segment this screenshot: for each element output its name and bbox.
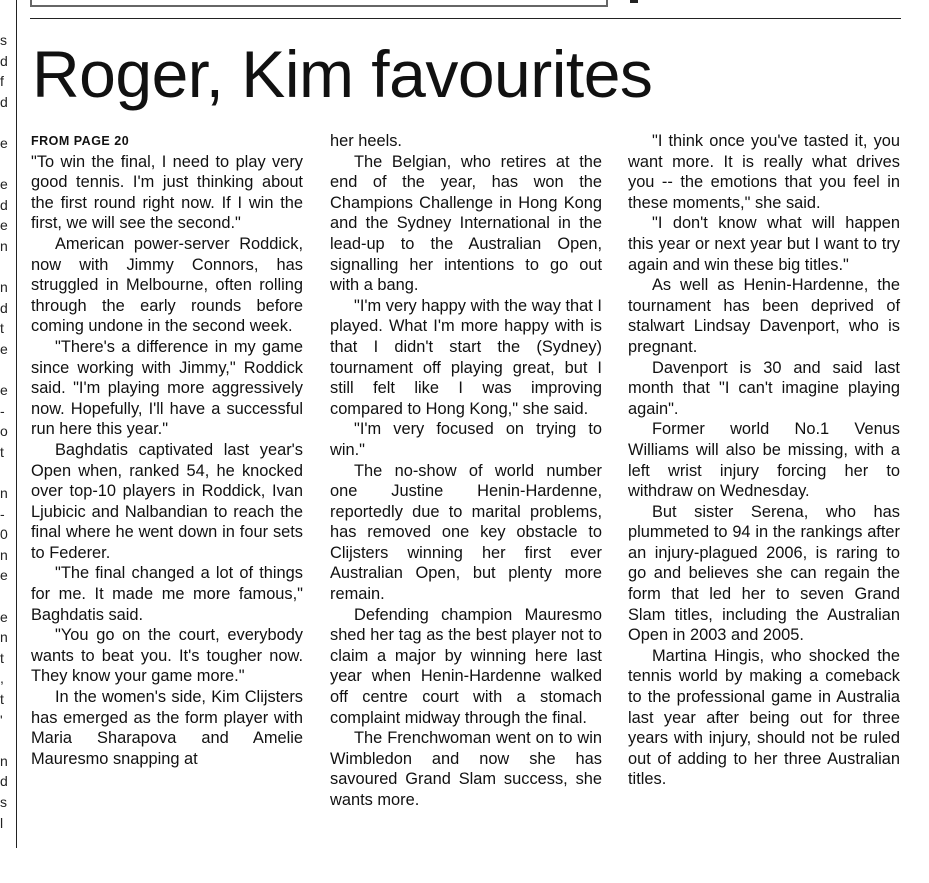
edge-letter: f [0,73,4,90]
edge-letter: t [0,691,4,707]
column-1-body [31,152,303,770]
article-paragraph: "I'm very focused on trying to win." [330,420,602,459]
edge-letter: d [0,196,8,213]
article-paragraph: Baghdatis captivated last year's Open when, ranked 54, he knocked over top-10 players in Roddick, Ivan Ljubicic and Nalbandian to reach the final where he went down in four sets to Federer. [31,440,303,562]
edge-letter: d [0,773,8,790]
article-paragraph: her heels. [330,132,402,150]
edge-letter: e [0,176,8,193]
article-column-2 [330,131,602,811]
article-paragraph: "I think once you've tasted it, you want more. It is really what drives you -- the emotions that you feel in these moments," she said. [628,132,900,212]
article-paragraph: Defending champion Mauresmo shed her tag as the best player not to claim a major by winning here last year when Henin-Hardenne walked off centre court with a stomach complaint midway through the final. [330,605,602,727]
top-dash-mark [630,0,638,3]
article-paragraph: In the women's side, Kim Clijsters has emerged as the form player with Maria Sharapova and Amelie Mauresmo snapping at [31,688,303,768]
article-paragraph: "The final changed a lot of things for me. It made me more famous," Baghdatis said. [31,564,303,624]
article-paragraph: Former world No.1 Venus Williams will also be missing, with a left wrist injury forcing her to withdraw on Wednesday. [628,420,900,501]
article-paragraph: "I don't know what will happen this year or next year but I want to try again and win these big titles." [628,214,900,274]
edge-letter: n [0,546,8,563]
column-3-body [628,131,900,790]
article-paragraph: "There's a difference in my game since working with Jimmy," Roddick said. "I'm playing more aggressively now. Hopefully, I'll have a successful run here this year." [31,337,303,439]
edge-letter: e [0,567,8,584]
edge-letter: t [0,443,4,460]
edge-letter [0,360,14,381]
edge-letter: d [0,299,8,316]
edge-letter: s [0,793,7,810]
article-headline: Roger, Kim favourites [32,37,653,111]
article-column-1 [31,131,303,769]
edge-letter: - [0,402,5,419]
adjacent-article-edge [0,30,14,833]
edge-letter: - [0,505,5,522]
edge-letter: e [0,134,8,151]
edge-letter: e [0,340,8,357]
article-paragraph: Martina Hingis, who shocked the tennis world by making a comeback to the professional game in Australia last year after being out for three years with injury, should not be ruled out of adding to her three Australian titles. [628,646,900,789]
edge-letter [0,257,14,278]
edge-letter: e [0,382,8,399]
top-box-frame [30,0,608,7]
edge-letter [0,730,14,751]
article-paragraph: The Belgian, who retires at the end of the year, has won the Champions Challenge in Hong Kong and the Sydney International in the lead-up to the Australian Open, signalling her intentions to go out with a bang. [330,152,602,295]
edge-letter [0,462,14,483]
edge-letter [0,154,14,175]
edge-letter: d [0,93,8,110]
article-paragraph: "To win the final, I need to play very good tennis. I'm just thinking about the first round right now. If I win the first, we will see the second." [31,152,303,233]
edge-letter: n [0,752,8,769]
edge-letter: l [0,814,4,831]
kicker-from-page: FROM PAGE 20 [31,134,130,148]
edge-letter: d [0,52,8,69]
edge-letter: , [0,670,4,687]
edge-letter: t [0,320,4,337]
article-paragraph: American power-server Roddick, now with Jimmy Connors, has struggled in Melbourne, often rolling through the early rounds before coming undone in the second week. [31,234,303,336]
edge-letter: e [0,608,8,625]
article-paragraph: Davenport is 30 and said last month that "I can't imagine playing again". [628,358,900,418]
article-paragraph: The no-show of world number one Justine Henin-Hardenne, reportedly due to marital problems, has removed one key obstacle to Clijsters winning her first ever Australian Open, but plenty more remain. [330,461,602,604]
edge-letter: n [0,279,8,296]
edge-letter: e [0,217,8,234]
article-paragraph: But sister Serena, who has plummeted to 94 in the rankings after an injury-plagued 2006, is raring to go and believes she can regain the form that led her to seven Grand Slam titles, including the Australian Open in 2003 and 2005. [628,502,900,645]
edge-letter: ' [0,711,3,728]
edge-letter: n [0,485,8,502]
article-paragraph: "You go on the court, everybody wants to beat you. It's tougher now. They know your game more." [31,626,303,686]
article-paragraph: The Frenchwoman went on to win Wimbledon and now she has savoured Grand Slam success, she wants more. [330,729,602,809]
edge-letter [0,112,14,133]
top-rule [30,18,901,19]
edge-letter: s [0,32,7,48]
edge-letter [0,586,14,607]
edge-letter: n [0,629,8,646]
edge-letter: t [0,649,4,666]
column-rule-left [16,0,17,848]
article-paragraph: As well as Henin-Hardenne, the tournament has been deprived of stalwart Lindsay Davenport, who is pregnant. [628,276,900,356]
edge-letter: o [0,423,8,440]
column-2-body [330,131,602,811]
article-column-3 [628,131,900,790]
article-paragraph: "I'm very happy with the way that I played. What I'm more happy with is that I didn't start the (Sydney) tournament off playing great, but I still felt like I was improving compared to Hong Kong," she said. [330,296,602,418]
edge-letter: n [0,237,8,254]
edge-letter: 0 [0,526,8,543]
